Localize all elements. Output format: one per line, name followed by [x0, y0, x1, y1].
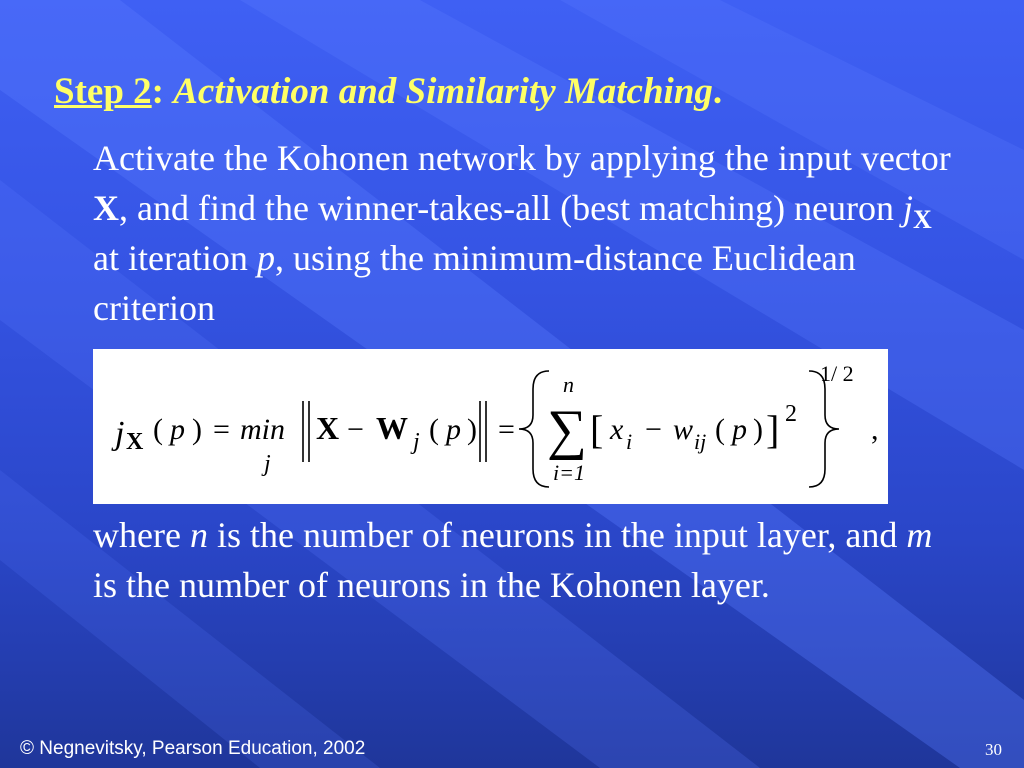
formula-box	[93, 349, 888, 504]
para1-neuron-j: j	[903, 188, 914, 228]
slide-title	[54, 70, 722, 113]
formula-bold-w: W	[376, 410, 408, 446]
formula-paren-open-1: (	[153, 413, 163, 446]
formula-j-subscript: X	[126, 429, 144, 455]
formula-min: min	[240, 413, 285, 446]
footer-copyright: © Negnevitsky, Pearson Education, 2002	[20, 738, 366, 759]
para1-iteration-p: p	[256, 238, 275, 278]
para2-text-1: where	[93, 515, 190, 555]
title-step: Step 2	[54, 71, 152, 112]
formula-square-exponent: 2	[785, 401, 797, 427]
sum-upper-limit: n	[563, 372, 574, 397]
formula-w-subscript-ij: ij	[694, 429, 707, 454]
formula-minus-2: −	[645, 413, 662, 446]
formula-p-2: p	[446, 413, 461, 446]
formula-j: j	[115, 415, 125, 452]
title-colon: :	[151, 71, 174, 112]
sum-symbol: ∑	[547, 399, 587, 461]
formula-power-exponent: 1/ 2	[820, 361, 854, 386]
formula-x: x	[610, 413, 624, 446]
formula-p-1: p	[170, 413, 185, 446]
formula-p-3: p	[732, 413, 747, 446]
para1-neuron-j-subscript: X	[913, 205, 932, 234]
formula-bold-x: X	[316, 410, 340, 446]
title-subtitle: Activation and Similarity Matching	[173, 71, 713, 112]
page-number: 30	[985, 740, 1002, 759]
para2-m: m	[906, 515, 933, 555]
formula-min-subscript: j	[264, 451, 271, 477]
para1-text-2: , and find the winner-takes-all (best matching) neuron	[119, 188, 904, 228]
para1-text-4: , using the minimum-distance Euclidean criterion	[93, 238, 856, 328]
formula-paren-close-2: )	[467, 413, 477, 446]
curly-brace-right	[809, 371, 839, 487]
where-paragraph	[93, 510, 963, 610]
sum-lower-limit: i=1	[553, 460, 585, 485]
bracket-close: ]	[766, 407, 780, 452]
formula-paren-open-3: (	[715, 413, 725, 446]
para1-text-1: Activate the Kohonen network by applying the input vector	[93, 138, 951, 178]
formula-paren-close-1: )	[192, 413, 202, 446]
formula-equals-1: =	[213, 413, 230, 446]
para1-vector-x: X	[93, 188, 119, 228]
title-period: .	[712, 71, 723, 112]
para1-text-3: at iteration	[93, 238, 257, 278]
formula-x-subscript: i	[626, 429, 633, 454]
formula-paren-close-3: )	[753, 413, 763, 446]
para2-text-2: is the number of neurons in the input layer, and	[207, 515, 907, 555]
description-paragraph	[93, 133, 963, 333]
formula-w-subscript: j	[413, 429, 420, 455]
para2-n: n	[189, 515, 208, 555]
para2-text-3: is the number of neurons in the Kohonen layer.	[93, 565, 770, 605]
curly-brace-left	[519, 371, 549, 487]
euclidean-criterion-formula	[93, 349, 888, 504]
formula-paren-open-2: (	[429, 413, 439, 446]
formula-w: w	[673, 413, 694, 446]
formula-comma: ,	[871, 413, 879, 446]
formula-minus-1: −	[347, 413, 364, 446]
formula-equals-2: =	[498, 413, 515, 446]
bracket-open: [	[590, 407, 604, 452]
